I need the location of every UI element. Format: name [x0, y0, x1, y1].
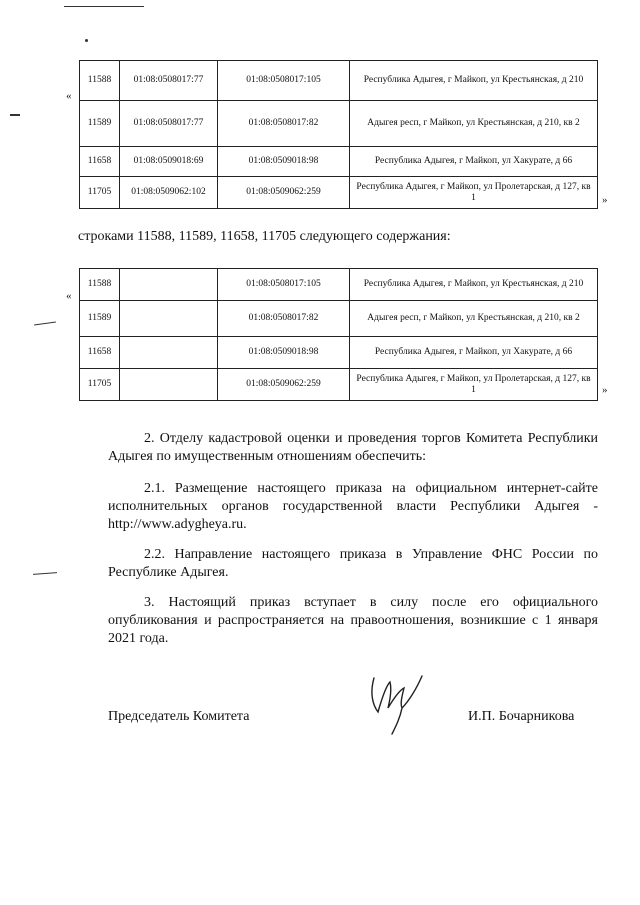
table-row: [80, 101, 598, 147]
quote-open: «: [66, 90, 72, 102]
table-row: [80, 337, 598, 369]
address: Адыгея респ, г Майкоп, ул Крестьянская, д 210, кв 2: [350, 301, 598, 337]
parcel-number: [120, 337, 218, 369]
paragraph-3: 3. Настоящий приказ вступает в силу после его официального опубликования и распространяется на правоотношения, возникшие с 1 января 2021 года.: [108, 595, 598, 646]
table-row: [80, 301, 598, 337]
scan-mark: [85, 39, 88, 42]
row-number: 11589: [80, 101, 120, 147]
row-number: 11705: [80, 177, 120, 209]
handwritten-signature: [360, 668, 430, 736]
table-row: [80, 369, 598, 401]
quote-close: »: [602, 384, 608, 396]
address: Республика Адыгея, г Майкоп, ул Хакурате, д 66: [350, 147, 598, 177]
cadastral-number: 01:08:0509062:259: [218, 369, 350, 401]
row-number: 11589: [80, 301, 120, 337]
parcel-number: 01:08:0508017:77: [120, 101, 218, 147]
row-number: 11658: [80, 147, 120, 177]
cadastral-number: 01:08:0509018:98: [218, 147, 350, 177]
address: Республика Адыгея, г Майкоп, ул Пролетарская, д 127, кв 1: [350, 369, 598, 401]
cadastral-number: 01:08:0509018:98: [218, 337, 350, 369]
table-row: [80, 61, 598, 101]
cadastral-number: 01:08:0508017:82: [218, 101, 350, 147]
address: Республика Адыгея, г Майкоп, ул Крестьянская, д 210: [350, 61, 598, 101]
parcel-number: 01:08:0509062:102: [120, 177, 218, 209]
signatory-position: Председатель Комитета: [108, 709, 250, 724]
scan-mark: [64, 6, 144, 7]
row-number: 11588: [80, 269, 120, 301]
row-number: 11658: [80, 337, 120, 369]
signatory-name: И.П. Бочарникова: [468, 709, 575, 724]
table-row: [80, 177, 598, 209]
table-row: [80, 269, 598, 301]
table-row: [80, 147, 598, 177]
paragraph-2-2: 2.2. Направление настоящего приказа в Управление ФНС России по Республике Адыгея.: [108, 547, 598, 580]
cadastral-number: 01:08:0508017:105: [218, 61, 350, 101]
scan-mark: [34, 321, 56, 325]
row-number: 11705: [80, 369, 120, 401]
address: Адыгея респ, г Майкоп, ул Крестьянская, д 210, кв 2: [350, 101, 598, 147]
cadastral-number: 01:08:0508017:105: [218, 269, 350, 301]
scan-mark: [33, 572, 57, 575]
parcel-number: 01:08:0508017:77: [120, 61, 218, 101]
paragraph-2-1: 2.1. Размещение настоящего приказа на официальном интернет-сайте исполнительных органов государственной власти Республики Адыгея - http://www.adygheya.ru.: [108, 481, 598, 532]
scan-mark: [10, 114, 20, 116]
row-number: 11588: [80, 61, 120, 101]
quote-open: «: [66, 290, 72, 302]
parcel-number: [120, 301, 218, 337]
parcel-number: [120, 269, 218, 301]
cadastral-number: 01:08:0508017:82: [218, 301, 350, 337]
cadastral-number: 01:08:0509062:259: [218, 177, 350, 209]
quote-close: »: [602, 194, 608, 206]
paragraph-2: 2. Отделу кадастровой оценки и проведения торгов Комитета Республики Адыгея по имущественным отношениям обеспечить:: [108, 431, 598, 464]
parcel-number: [120, 369, 218, 401]
lead-text: строками 11588, 11589, 11658, 11705 следующего содержания:: [78, 229, 451, 244]
address: Республика Адыгея, г Майкоп, ул Пролетарская, д 127, кв 1: [350, 177, 598, 209]
address: Республика Адыгея, г Майкоп, ул Хакурате, д 66: [350, 337, 598, 369]
parcel-number: 01:08:0509018:69: [120, 147, 218, 177]
cadastral-table-old: [79, 60, 598, 209]
cadastral-table-new: [79, 268, 598, 401]
address: Республика Адыгея, г Майкоп, ул Крестьянская, д 210: [350, 269, 598, 301]
